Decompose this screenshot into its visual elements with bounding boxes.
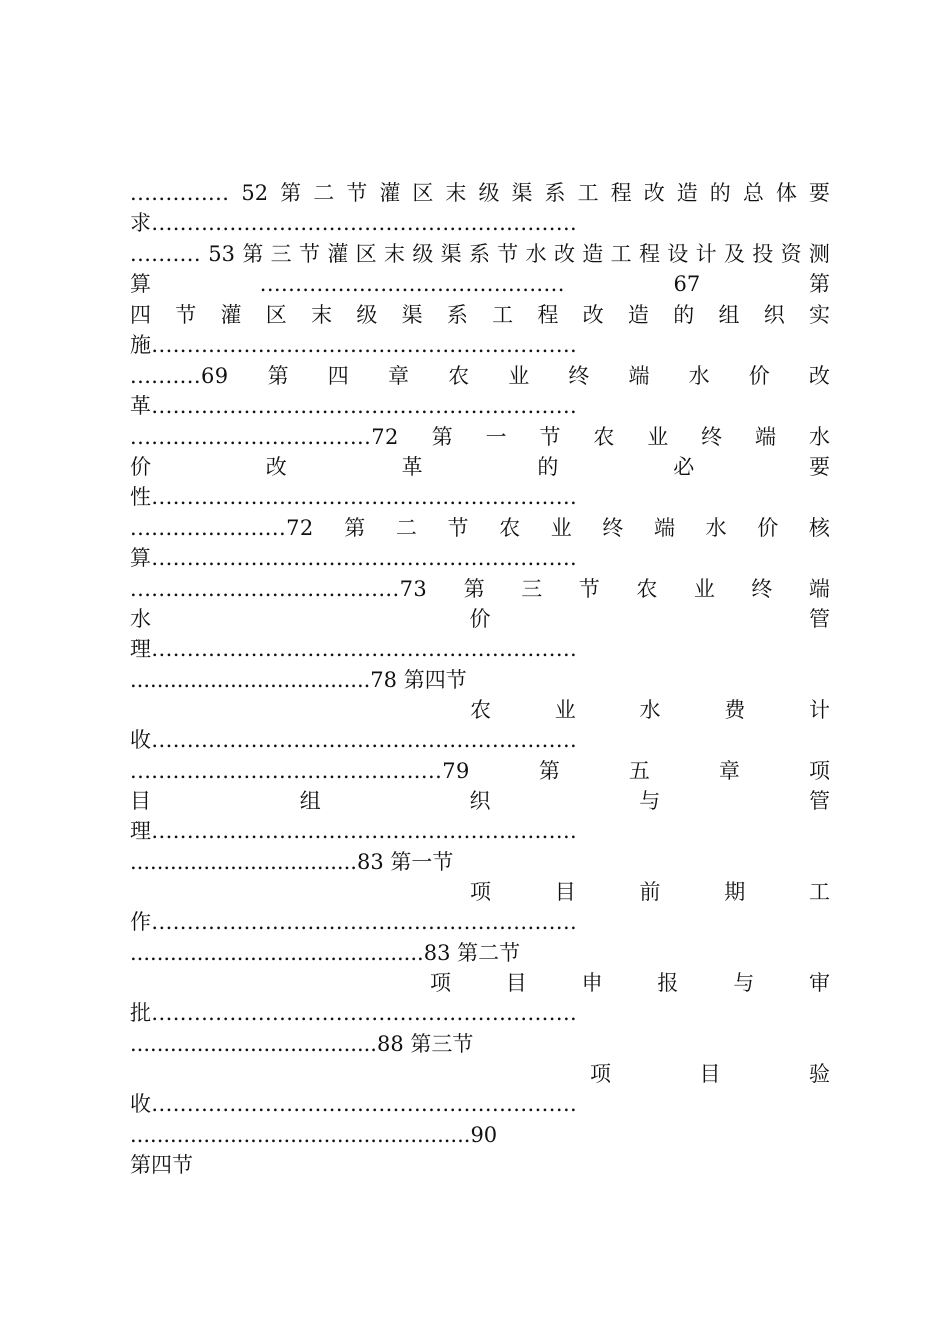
toc-line: ..........69 第 四 章 农 业 终 端 水 价 改: [130, 364, 830, 388]
toc-line: 革............................................................: [130, 394, 578, 418]
toc-line: ............................................83 第二节: [130, 941, 521, 965]
toc-line: .............. 52 第 二 节 灌 区 末 级 渠 系 工 程 改 造 的 总 体 要: [130, 178, 830, 208]
toc-line: 收............................................................: [130, 728, 578, 752]
toc-line: 四 节 灌 区 末 级 渠 系 工 程 改 造 的 组 织 实: [130, 303, 830, 327]
toc-line: 农 业 水 费 计: [470, 698, 830, 722]
toc-line: 性............................................................: [130, 485, 578, 509]
toc-line: 价 改 革 的 必 要: [130, 455, 830, 479]
toc-line: 理............................................................: [130, 637, 578, 661]
toc-line: ...................................................90: [130, 1123, 498, 1147]
toc-line: 第四节: [130, 1153, 193, 1177]
toc-line: ..................................72 第 一 节 农 业 终 端 水: [130, 425, 830, 449]
toc-line: 批............................................................: [130, 1001, 578, 1025]
toc-line: ............................................79 第 五 章 项: [130, 759, 830, 783]
toc-line: 项 目 前 期 工: [470, 880, 830, 904]
toc-line: 算............................................................: [130, 546, 578, 570]
toc-line: .....................................88 第三节: [130, 1032, 474, 1056]
toc-line: 水 价 管: [130, 607, 830, 631]
toc-line: 求............................................................: [130, 211, 578, 235]
toc-line: 收............................................................: [130, 1092, 578, 1116]
toc-line: 作............................................................: [130, 910, 578, 934]
toc-line: ......................................73 第 三 节 农 业 终 端: [130, 577, 830, 601]
toc-line: 项 目 申 报 与 审: [430, 971, 830, 995]
toc-line: ..................................83 第一节: [130, 850, 454, 874]
toc-line: 目 组 织 与 管: [130, 789, 830, 813]
toc-line: 算 ........................................... 67 第: [130, 272, 830, 296]
toc-line: 施............................................................: [130, 333, 578, 357]
toc-dots: ..............: [130, 181, 230, 205]
toc-line: ......................72 第 二 节 农 业 终 端 水 价 核: [130, 516, 830, 540]
toc-line: ....................................78 第四节: [130, 668, 467, 692]
toc-line: .......... 53 第 三 节 灌 区 末 级 渠 系 节 水 改 造 工 程 设 计 及 投 资 测: [130, 242, 830, 266]
toc-line: 理............................................................: [130, 819, 578, 843]
toc-line: 项 目 验: [590, 1062, 830, 1086]
